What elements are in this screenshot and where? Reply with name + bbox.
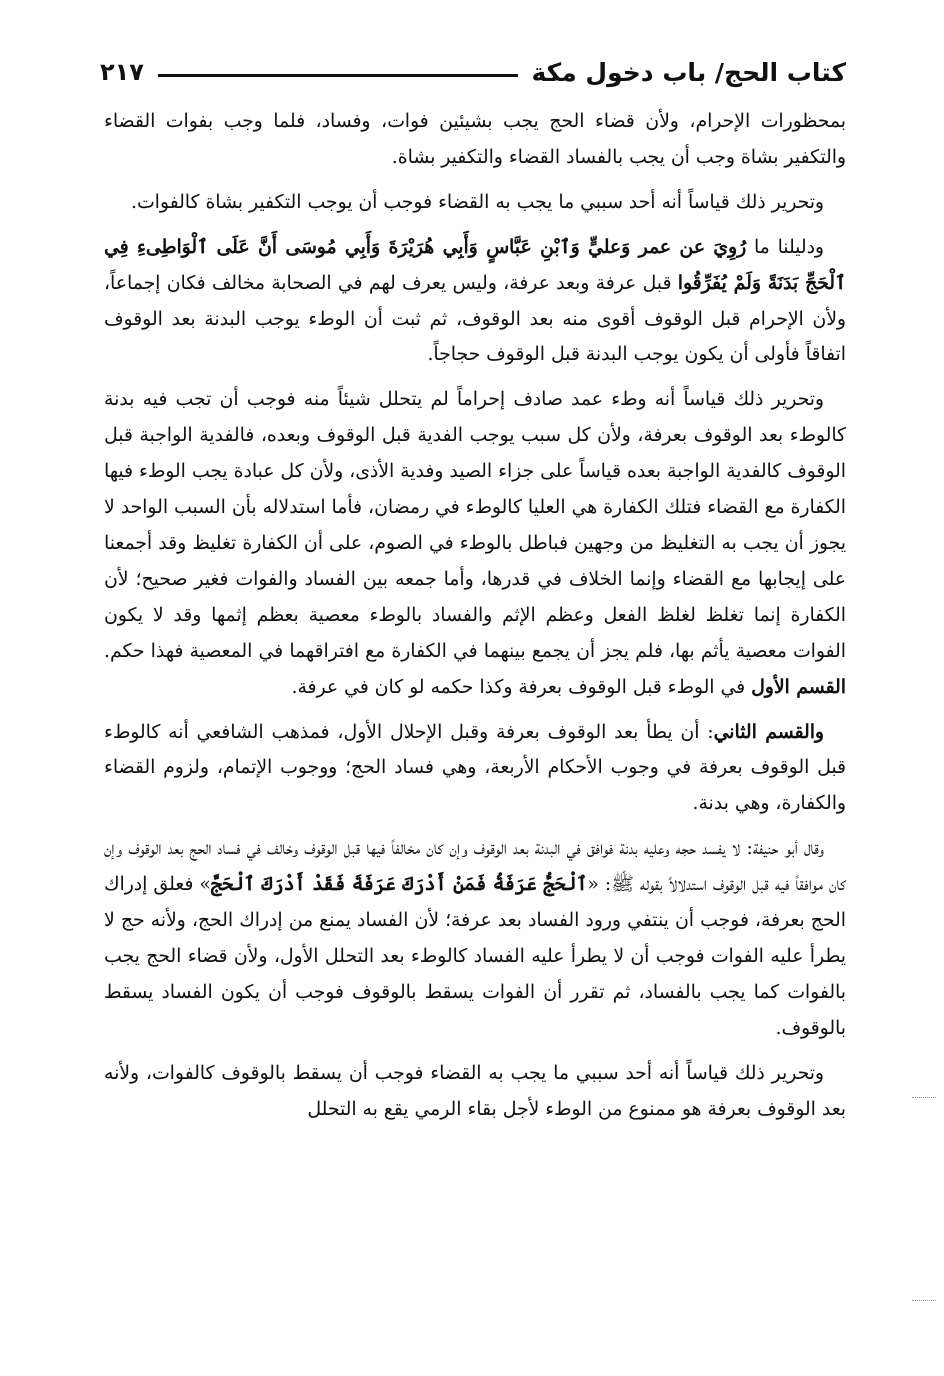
paragraph-2 (104, 185, 846, 221)
paragraph-text: بمحظورات الإحرام، ولأن قضاء الحج يجب بشيئين فوات، وفساد، فلما وجب بفوات القضاء والتكفير بشاة وجب أن يجب بالفساد القضاء والتكفير بشاة. (104, 111, 846, 168)
paragraph-5 (104, 715, 846, 823)
paragraph-text: في الوطء قبل الوقوف بعرفة وكذا حكمه لو كان في عرفة. (291, 676, 752, 698)
paragraph-4 (104, 382, 846, 705)
section-heading-second: والقسم الثاني (713, 720, 824, 743)
section-heading-first: القسم الأول (751, 675, 846, 698)
paragraph-text: وتحرير ذلك قياساً أنه أحد سببي ما يجب به القضاء فوجب أن يسقط بالوقوف كالفوات، ولأنه بعد الوقوف بعرفة هو ممنوع من الوطء لأجل بقاء الرمي يقع به التحلل (104, 1062, 846, 1120)
chapter-title: كتاب الحج/ باب دخول مكة (531, 57, 846, 87)
margin-mark (912, 1300, 936, 1302)
paragraph-text: وقال أبو حنيفة: لا يفسد حجه وعليه بدنة فوافق في البدنة بعد الوقوف وإن كان مخالفاً فيها قبل الوقوف وخالف في فساد الحج بعد الوقوف وإن كان موافقاً فيه قبل الوقوف استدلالاً بقوله ﷺ: « (104, 838, 846, 896)
paragraph-text: وتحرير ذلك قياساً أنه وطء عمد صادف إحراماً لم يتحلل شيئاً منه فوجب أن تجب فيه بدنة كالوطء بعد الوقوف بعرفة، ولأن كل سبب يوجب الفدية قبل الوقوف وبعده، فالفدية الواجبة قبل الوقوف كالفدية الواجبة بعده قياساً على جزاء الصيد وفدية الأذى، ولأن كل عبادة يجب الوطء فيها الكفارة مع القضاء فتلك الكفارة هي العليا كالوطء في رمضان، فأما استدلاله بأن السبب الواحد لا يجوز أن يجب به التغليظ من وجهين فباطل بالوطء في الصوم، على أن الكفارة تغليظ وقد أجمعنا على إيجابها مع القضاء وإنما الخلاف في قدرها، وأما جمعه بين الفساد والفوات فغير صحيح؛ لأن الكفارة إنما تغلظ لغلظ الفعل وعظم الإثم والفساد بالوطء معصية بعظم إثمها وقد لا يكون الفوات معصية يأثم بها، فلم يجز أن يجمع بينهما في الكفارة مع افتراقهما في المعصية فهذا حكم. (104, 389, 846, 662)
hadith-quote: ٱلْحَجُّ عَرَفَةُ فَمَنْ أَدْرَكَ عَرَفَةَ فَقَدْ أَدْرَكَ ٱلْحَجَّ (210, 873, 588, 896)
paragraph-text: : أن يطأ بعد الوقوف بعرفة وقبل الإحلال الأول، فمذهب الشافعي أنه كالوطء قبل الوقوف بعرفة في وجوب الأحكام الأربعة، وهي فساد الحج؛ ووجوب الإتمام، ولزوم القضاء والكفارة، وهي بدنة. (104, 721, 846, 815)
paragraph-text: قبل عرفة وبعد عرفة، وليس يعرف لهم في الصحابة مخالف فكان إجماعاً، ولأن الإحرام قبل الوقوف أقوى منه بعد الوقوف، ثم ثبت أن الوطء يوجب البدنة بعد الوقوف اتفاقاً فأولى أن يكون يوجب البدنة قبل الوقوف حجاجاً. (104, 272, 846, 366)
hadith-quote: رُوِيَ عن عمر وَعليٍّ وَٱبْنِ عَبَّاسٍ وَأَبِي هُرَيْرَةَ وَأَبِي مُوسَى أَنَّ عَلَى ٱلْوَاطِىءِ فِي ٱلْحَجِّ بَدَنَةً وَلَمْ يُفَرِّقُوا (104, 235, 846, 294)
page-body (104, 104, 846, 1136)
paragraph-6 (104, 831, 846, 1046)
margin-mark (912, 1097, 936, 1099)
page-number: ٢١٧ (100, 58, 144, 86)
paragraph-3 (104, 230, 846, 374)
header-rule (158, 74, 518, 77)
paragraph-1 (104, 104, 846, 176)
paragraph-7 (104, 1056, 846, 1128)
running-header (100, 52, 846, 92)
paragraph-text: » فعلق إدراك الحج بعرفة، فوجب أن ينتفي ورود الفساد بعد عرفة؛ لأن الفساد يمنع من إدراك الحج، ولأنه حج لا يطرأ عليه الفوات فوجب أن لا يطرأ عليه الفساد كالوطء بعد التحلل الأول، ولأن قضاء الحج يجب بالفوات كما يجب بالفساد، ثم تقرر أن الفوات يسقط بالوقوف فوجب أن يكون الفساد يسقط بالوقوف. (104, 874, 846, 1039)
paragraph-text: وتحرير ذلك قياساً أنه أحد سببي ما يجب به القضاء فوجب أن يوجب التكفير بشاة كالفوات. (131, 191, 824, 213)
paragraph-text: ودليلنا ما (746, 236, 825, 258)
